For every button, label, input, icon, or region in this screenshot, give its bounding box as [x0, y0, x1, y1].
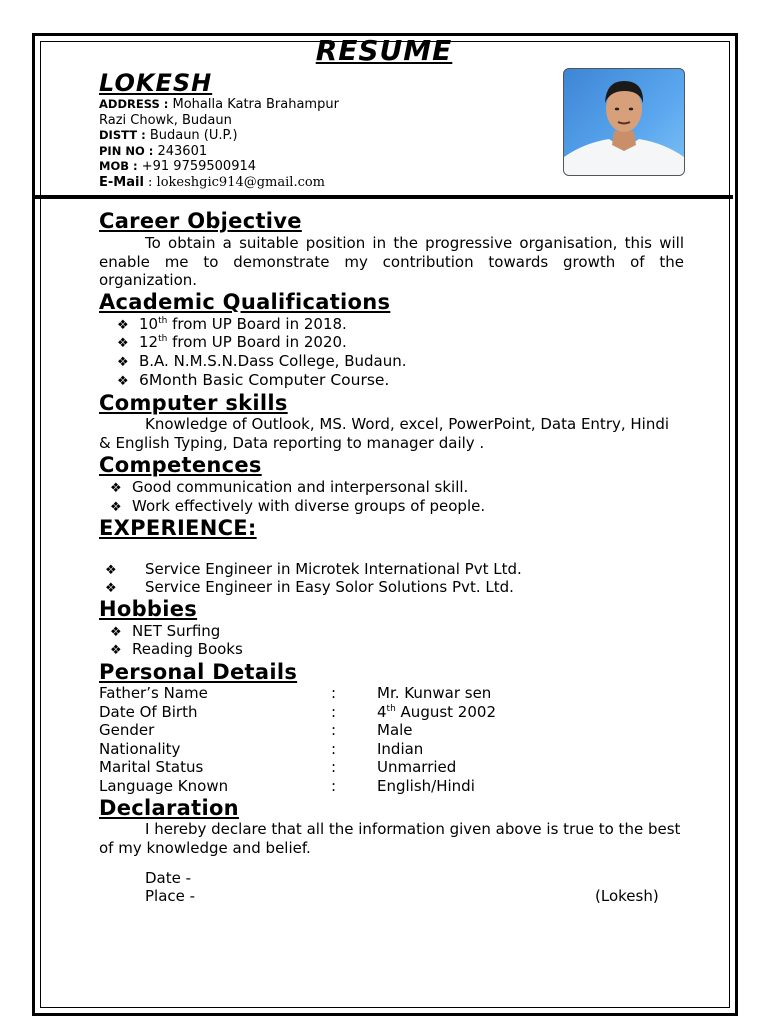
distt-label: DISTT : — [99, 128, 146, 142]
document-title: RESUME — [315, 34, 453, 67]
bullet-icon: ❖ — [105, 581, 117, 596]
pin-value: 243601 — [157, 143, 208, 159]
career-objective-text — [99, 234, 684, 290]
place-label: Place - — [145, 887, 196, 905]
mobile-label: MOB : — [99, 159, 138, 173]
bullet-icon: ❖ — [110, 481, 122, 496]
header-divider — [35, 195, 733, 199]
bullet-icon: ❖ — [117, 374, 129, 389]
academic-item: ❖ 10th from UP Board in 2018. — [117, 315, 347, 336]
candidate-name: LOKESH — [99, 69, 213, 97]
academic-item: ❖ B.A. N.M.S.N.Dass College, Budaun. — [117, 352, 407, 373]
person-portrait — [564, 69, 684, 175]
address-line2: Razi Chowk, Budaun — [99, 112, 232, 128]
hobby-item: ❖ Reading Books — [110, 640, 243, 661]
bullet-icon: ❖ — [117, 318, 129, 333]
hobbies-heading: Hobbies — [99, 597, 198, 621]
declaration-body: I hereby declare that all the information given above is true to the best of my knowledge and belief. — [99, 820, 681, 857]
bullet-icon: ❖ — [110, 643, 122, 658]
pin-label: PIN NO : — [99, 143, 154, 158]
computer-skills-text — [99, 415, 684, 452]
mobile-value: +91 9759500914 — [141, 159, 257, 174]
competence-item: ❖ Work effectively with diverse groups of people. — [110, 497, 485, 518]
personal-details-heading: Personal Details — [99, 660, 298, 684]
experience-heading: EXPERIENCE: — [99, 516, 257, 540]
signature: (Lokesh) — [595, 887, 659, 905]
bullet-icon: ❖ — [110, 625, 122, 640]
contact-block — [99, 97, 339, 190]
experience-item: ❖ Service Engineer in Microtek International Pvt Ltd. — [105, 560, 522, 581]
bullet-icon: ❖ — [110, 500, 122, 515]
career-objective-body: To obtain a suitable position in the progressive organisation, this will enable me to demonstrate my contribution towards growth of the organization. — [99, 234, 684, 289]
bullet-icon: ❖ — [117, 336, 129, 351]
career-objective-heading: Career Objective — [99, 209, 302, 233]
hobby-item: ❖ NET Surfing — [110, 622, 220, 643]
computer-skills-heading: Computer skills — [99, 391, 288, 415]
bullet-icon: ❖ — [117, 355, 129, 370]
computer-skills-body: Knowledge of Outlook, MS. Word, excel, PowerPoint, Data Entry, Hindi & English Typing, Data reporting to manager daily . — [99, 415, 670, 452]
declaration-text — [99, 820, 684, 857]
competence-item: ❖ Good communication and interpersonal skill. — [110, 478, 468, 499]
date-label: Date - — [145, 869, 192, 887]
academic-heading: Academic Qualifications — [99, 290, 391, 314]
academic-item: ❖ 12th from UP Board in 2020. — [117, 333, 347, 354]
profile-photo — [563, 68, 685, 176]
bullet-icon: ❖ — [105, 563, 117, 578]
address-label: ADDRESS : — [99, 97, 169, 111]
experience-item: ❖ Service Engineer in Easy Solor Solutions Pvt. Ltd. — [105, 578, 514, 599]
academic-item: ❖ 6Month Basic Computer Course. — [117, 371, 389, 392]
email-value: : lokeshgic914@gmail.com — [148, 174, 326, 190]
distt-value: Budaun (U.P.) — [149, 128, 238, 143]
competences-heading: Competences — [99, 453, 262, 477]
declaration-heading: Declaration — [99, 796, 239, 820]
email-label: E-Mail — [99, 174, 144, 190]
address-line1: Mohalla Katra Brahampur — [172, 97, 339, 112]
